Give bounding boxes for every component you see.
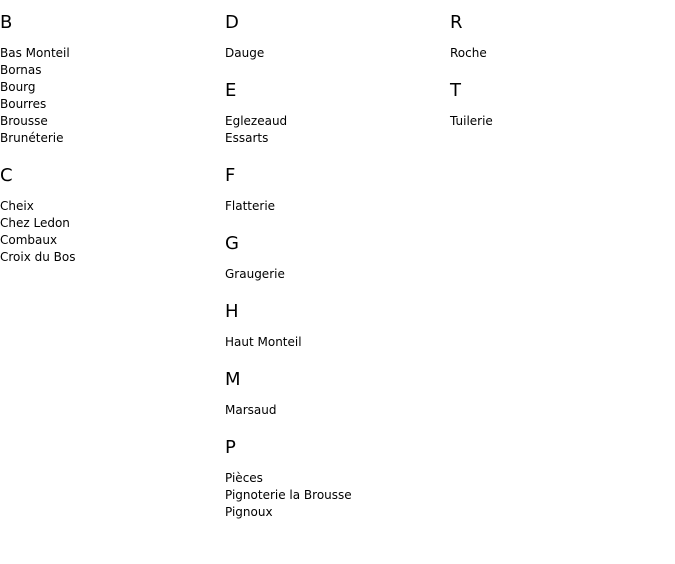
place-link[interactable]: Flatterie [225,199,276,213]
letter-group-h [225,300,445,351]
place-list-d [225,45,445,62]
place-link[interactable]: Combaux [0,233,58,247]
place-list-c [0,198,220,266]
place-link[interactable]: Brunéterie [0,131,64,145]
letter-heading-m: M [225,369,241,390]
place-link[interactable]: Dauge [225,46,265,60]
letter-heading-p: P [225,437,236,458]
place-link[interactable]: Bourg [0,80,36,94]
index-column-2 [225,11,445,538]
place-link[interactable]: Bornas [0,63,42,77]
letter-heading-d: D [225,12,239,33]
letter-heading-c: C [0,165,13,186]
place-link[interactable]: Pignoux [225,505,273,519]
place-list-g [225,266,445,283]
letter-group-c [0,164,220,266]
letter-group-d [225,11,445,62]
letter-heading-b: B [0,12,13,33]
place-link[interactable]: Haut Monteil [225,335,302,349]
place-link[interactable]: Croix du Bos [0,250,76,264]
place-link[interactable]: Tuilerie [450,114,493,128]
letter-heading-g: G [225,233,239,254]
letter-heading-f: F [225,165,236,186]
place-list-p [225,470,445,521]
letter-group-f [225,164,445,215]
place-link[interactable]: Roche [450,46,487,60]
place-link[interactable]: Essarts [225,131,269,145]
place-link[interactable]: Chez Ledon [0,216,70,230]
place-list-f [225,198,445,215]
letter-heading-r: R [450,12,463,33]
place-link[interactable]: Bourres [0,97,47,111]
letter-heading-t: T [450,80,461,101]
index-column-3 [450,11,670,147]
place-link[interactable]: Bas Monteil [0,46,70,60]
place-list-r [450,45,670,62]
letter-group-b [0,11,220,147]
place-link[interactable]: Eglezeaud [225,114,288,128]
place-list-e [225,113,445,147]
place-list-t [450,113,670,130]
letter-heading-e: E [225,80,237,101]
place-link[interactable]: Pignoterie la Brousse [225,488,352,502]
place-link[interactable]: Pièces [225,471,263,485]
letter-group-e [225,79,445,147]
place-list-b [0,45,220,147]
place-link[interactable]: Cheix [0,199,34,213]
place-link[interactable]: Graugerie [225,267,285,281]
place-list-m [225,402,445,419]
letter-group-p [225,436,445,521]
place-link[interactable]: Marsaud [225,403,277,417]
place-link[interactable]: Brousse [0,114,48,128]
letter-group-r [450,11,670,62]
letter-group-g [225,232,445,283]
place-list-h [225,334,445,351]
letter-heading-h: H [225,301,239,322]
index-column-1 [0,11,220,283]
letter-group-t [450,79,670,130]
letter-group-m [225,368,445,419]
